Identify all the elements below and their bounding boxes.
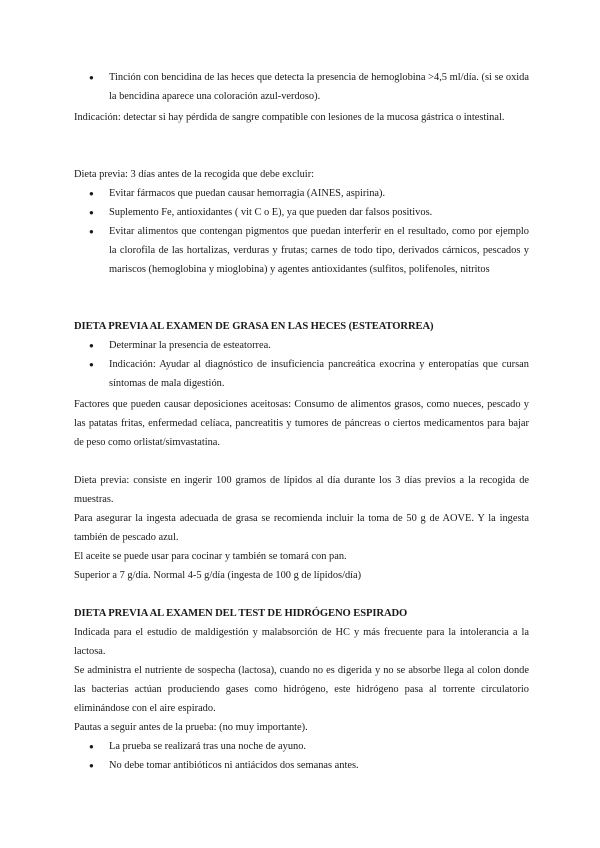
fat-oil-paragraph: El aceite se puede usar para cocinar y también se tomará con pan. [74, 551, 347, 562]
list-item-text: Determinar la presencia de esteatorrea. [109, 340, 271, 351]
indication-paragraph: Indicación: detectar si hay pérdida de sangre compatible con lesiones de la mucosa gástrica o intestinal. [74, 112, 505, 123]
bullet-icon: ● [89, 73, 94, 82]
bullet-icon: ● [89, 189, 94, 198]
list-item-text: No debe tomar antibióticos ni antiácidos dos semanas antes. [109, 760, 359, 771]
section-heading-fat: DIETA PREVIA AL EXAMEN DE GRASA EN LAS HECES (ESTEATORREA) [74, 321, 434, 332]
bullet-icon: ● [89, 227, 94, 236]
list-item [74, 184, 529, 203]
fat-intake-paragraph: Para asegurar la ingesta adecuada de grasa se recomienda incluir la toma de 50 g de AOVE. Y la ingesta también de pescado azul. [74, 513, 529, 543]
fat-factors-paragraph: Factores que pueden causar deposiciones aceitosas: Consumo de alimentos grasos, como nueces, pescado y las patatas fritas, enfermedad celíaca, pancreatitis y tumores de páncreas o ciertos medicamentos para bajar de peso como orlistat/simvastatina. [74, 399, 529, 448]
section-heading-hydrogen: DIETA PREVIA AL EXAMEN DEL TEST DE HIDRÓGENO ESPIRADO [74, 608, 408, 619]
bullet-icon: ● [89, 360, 94, 369]
bullet-icon: ● [89, 761, 94, 770]
bullet-icon: ● [89, 742, 94, 751]
h2-indicated-paragraph: Indicada para el estudio de maldigestión y malabsorción de HC y más frecuente para la intolerancia a la lactosa. [74, 627, 529, 657]
list-item-text: Evitar alimentos que contengan pigmentos que puedan interferir en el resultado, como por ejemplo la clorofila de las hortalizas, verduras y frutas; carnes de todo tipo, derivados cárnicos, pescados y mariscos (hemoglobina y mioglobina) y agentes antioxidantes (sulfitos, polifenoles, nitritos [109, 226, 529, 275]
fat-normal-paragraph: Superior a 7 g/día. Normal 4-5 g/día (ingesta de 100 g de lípidos/día) [74, 570, 362, 581]
bullet-icon: ● [89, 341, 94, 350]
list-item-text: La prueba se realizará tras una noche de ayuno. [109, 741, 307, 752]
list-item [74, 222, 529, 279]
h2-guidelines-paragraph: Pautas a seguir antes de la prueba: (no muy importante). [74, 722, 308, 733]
list-item-text: Tinción con bencidina de las heces que detecta la presencia de hemoglobina >4,5 ml/día. (si se oxida la bencidina aparece una coloración azul-verdoso). [109, 72, 529, 102]
list-item [74, 355, 529, 393]
h2-nutrient-paragraph: Se administra el nutriente de sospecha (lactosa), cuando no es digerida y no se absorbe llega al colon donde las bacterias actúan produciendo gases como hidrógeno, este hidrógeno pasa al torrente circulatorio eliminándose con el aire espirado. [74, 665, 529, 714]
list-item [74, 203, 529, 222]
bencidina-list [74, 68, 529, 106]
diet-intro-paragraph: Dieta previa: 3 días antes de la recogida que debe excluir: [74, 169, 315, 180]
list-item-text: Evitar fármacos que puedan causar hemorragia (AINES, aspirina). [109, 188, 386, 199]
h2-list [74, 737, 529, 775]
list-item-text: Suplemento Fe, antioxidantes ( vit C o E), ya que pueden dar falsos positivos. [109, 207, 433, 218]
list-item-text: Indicación: Ayudar al diagnóstico de insuficiencia pancreática exocrina y enteropatías que cursan síntomas de mala digestión. [109, 359, 529, 389]
list-item [74, 737, 529, 756]
fat-diet-paragraph: Dieta previa: consiste en ingerir 100 gramos de lípidos al día durante los 3 días previos a la recogida de muestras. [74, 475, 529, 505]
list-item [74, 336, 529, 355]
list-item [74, 756, 529, 775]
diet-exclusion-list [74, 184, 529, 279]
bullet-icon: ● [89, 208, 94, 217]
fat-list [74, 336, 529, 393]
list-item [74, 68, 529, 106]
